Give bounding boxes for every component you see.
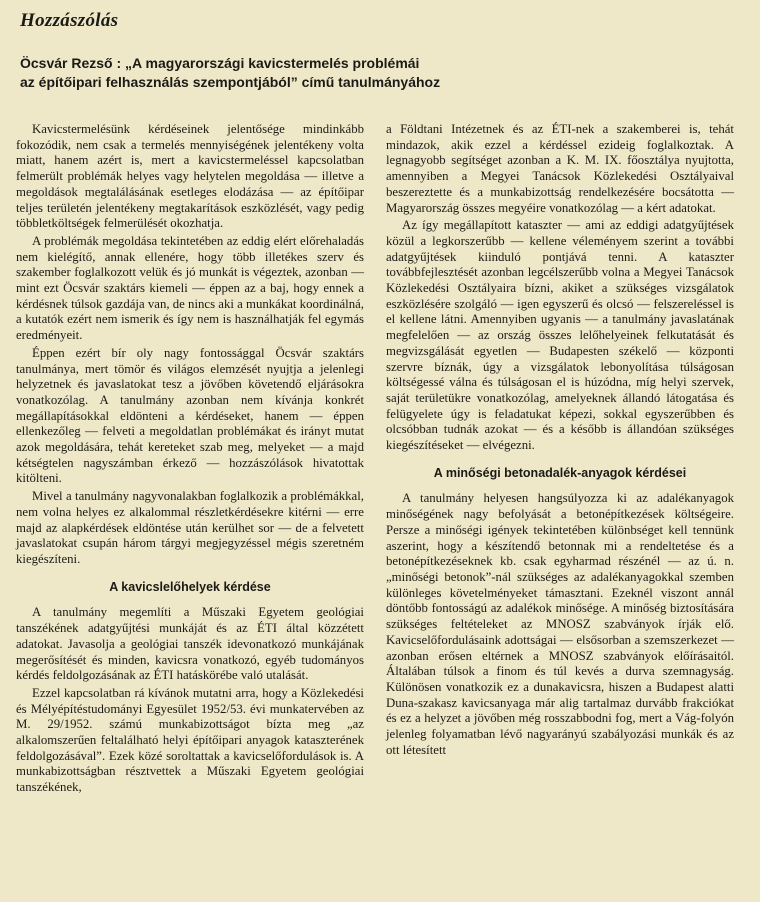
subheading-quality-aggregates: A minőségi betonadalék-anyagok kérdései	[433, 465, 687, 480]
article-title-line1: Öcsvár Rezső : „A magyarországi kavicstermelés problémái	[20, 55, 420, 71]
paragraph: A tanulmány helyesen hangsúlyozza ki az adalékanyagok minőségének nagy befolyását a betonépítkezések költségeire. Persze a minőségi igények tekintetében különbséget kell tennünk aszerint, hogy a készítendő betonnak mi a rendeltetése és a betonépítkezéseknek kb. csak egyharmad részénél — az ú. n. „minőségi betonok”-nál szükséges az adalékanyagokkal szemben különleges követelményeket támasztani. Ezeknél viszont annál döntőbb fontosságú az adalékok minősége. A minőség biztosítására szükséges feltételeket az MNOSZ szabványok írják elő. Kavicselőfordulásaink adottságai — elsősorban a szemszerkezet — azonban erősen eltérnek a MNOSZ szabványok előírásaitól. Általában túlsok a finom és túl kevés a durva szemnagyság. Különösen vonatkozik ez a dunakavicsra, hiszen a Budapest alatti Duna-szakasz kavicsanyaga már alig tartalmaz durvább frakciókat és ez a helyzet a jövőben még rosszabbodni fog, mert a Vág-folyón jelenleg folyamatban lévő nagyarányú szabályozási munkák és az ott létesített	[386, 491, 734, 757]
paragraph: Kavicstermelésünk kérdéseinek jelentősége mindinkább fokozódik, nem csak a termelés mennyiségének jelentékeny volta miatt, hanem azért is, mert a kavicstermeléssel kapcsolatban felmerült problémák helyes vagy helytelen megoldása — illetve a megoldások megtalálásának esetleges elodázása — az építőipar teljes területén jelentékeny megtakarítások eszközlését, vagy pedig többletköltségek felmerülését okozhatja.	[16, 122, 364, 231]
paragraph: Ezzel kapcsolatban rá kívánok mutatni arra, hogy a Közlekedési és Mélyépítéstudományi Egyesület 1952/53. évi munkatervében az M. 29/1952. számú munkabizottságot bízta meg „az alkalomszerűen feltalálható helyi építőipari anyagok kataszterének feldolgozásával”. Ezek közé soroltattak a kavicselőfordulások is. A munkabizottságban résztvettek a Műszaki Egyetem geológiai tanszékének,	[16, 685, 364, 795]
right-column	[386, 122, 734, 798]
body-columns	[12, 122, 748, 798]
article-title	[20, 54, 748, 92]
subheading-gravel-deposits: A kavicslelőhelyek kérdése	[109, 579, 271, 594]
section-title: Hozzászólás	[20, 10, 119, 31]
paragraph: Az így megállapított kataszter — ami az eddigi adatgyűjtések közül a legkorszerűbb — kellene véleményem szerint a további adatgyűjtések kiinduló pontjává tenni. A kataszter továbbfejlesztését azonban legcélszerűbb volna a Megyei Tanácsok Közlekedési Osztályaira bízni, akiket a szükséges vizsgálatok eszközlésére szolgáló — igen egyszerű és olcsó — felszereléssel is el kellene látni. Amennyiben ugyanis — a tanulmány javaslatának megfelelően — az ország összes lelőhelyeinek felkutatását és megvizsgálását egyetlen — Budapesten székelő — központi szervre bíznák, úgy a vizsgálatok lebonyolítása túlságosan költségessé válna és túlságosan el is húzódna, míg helyi szervek, saját területükre vonatkozólag, amelyeknek állandó látogatása és felügyelete úgy is feladatukat képezi, sokkal egyszerűbben és olcsóbban tudnák azokat — és a később is állandóan szükséges kiegészítéseket — elvégezni.	[386, 218, 734, 453]
paragraph: Mivel a tanulmány nagyvonalakban foglalkozik a problémákkal, nem volna helyes ez alkalommal részletkérdésekre kitérni — erre majd az alapkérdések eldöntése után kerülhet sor — de a felvetett javaslatokat csupán három tárgyi megjegyzéssel mégis szeretném kiegészíteni.	[16, 489, 364, 566]
paragraph: A problémák megoldása tekintetében az eddig elért előrehaladás nem kielégítő, annak ellenére, hogy több illetékes szerv és szakember foglalkozott velük és jó munkát is végeztek, azonban — mint ezt Öcsvár szaktárs kiemeli — éppen az a baj, hogy ennek a kérdésnek túlsok gazdája van, de nincs aki a munkákat koordinálná, a kutatók ezért nem ismerik és így nem is használhatják fel egymás eredményeit.	[16, 233, 364, 343]
paragraph: a Földtani Intézetnek és az ÉTI-nek a szakemberei is, tehát mindazok, akik ezzel a kérdéssel ezideig foglalkoztak. A legnagyobb segítséget azonban a K. M. IX. főosztálya nyujtotta, amennyiben a Megyei Tanácsok Közlekedési Osztályaival beszereztette és a munkabizottság rendelkezésére bocsátotta — Magyarország összes megyéire vonatkozólag — a kért adatokat.	[386, 122, 734, 215]
paragraph: Éppen ezért bír oly nagy fontossággal Öcsvár szaktárs tanulmánya, mert tömör és világos elemzését nyujtja a jelenlegi helyzetnek és javaslatokat tesz a jövőben követendő eljárásokra vonatkozólag. A tanulmány azonban nem kívánja konkrét megállapításokkal eldönteni a kérdéseket, hanem — éppen ellenkezőleg — felveti a megoldatlan problémákat és irányt mutat azok megoldására, tehát kereteket szab meg, melyeket — a majd kétségtelen nagyszámban érkező — hozzászólások hivatottak kitölteni.	[16, 345, 364, 486]
left-column	[16, 122, 364, 798]
paragraph: A tanulmány megemlíti a Műszaki Egyetem geológiai tanszékének adatgyűjtési munkáját és az ÉTI által közzétett adatokat. Javasolja a geológiai tanszék idevonatkozó munkájának megerősítését és minden, kavicsra vonatkozó, egyéb tudományos kérdés feldolgozásának az ÉTI hatáskörébe való utalását.	[16, 605, 364, 683]
article-title-line2: az építőipari felhasználás szempontjából” című tanulmányához	[20, 74, 441, 90]
